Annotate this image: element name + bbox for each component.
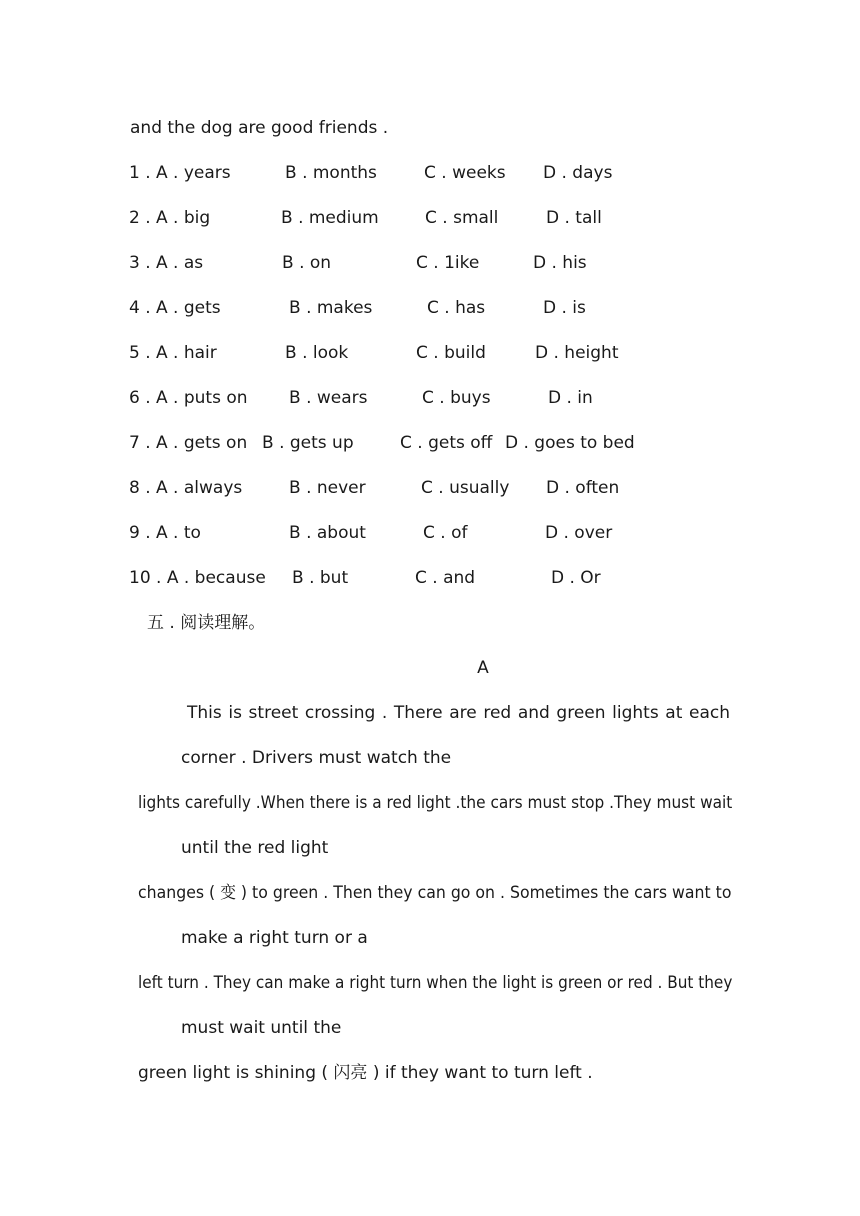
- option-b: B . look: [285, 343, 349, 363]
- option-b: B . wears: [289, 388, 368, 408]
- option-b: B . gets up: [262, 433, 354, 453]
- passage-line: left turn . They can make a right turn when the light is green or red . But they: [138, 973, 733, 993]
- option-c: C . weeks: [424, 163, 506, 183]
- option-d: D . often: [546, 478, 620, 498]
- option-d: D . is: [543, 298, 586, 318]
- option-d: D . days: [543, 163, 613, 183]
- option-d: D . in: [548, 388, 593, 408]
- passage-line: green light is shining ( 闪亮 ) if they want to turn left .: [138, 1063, 593, 1083]
- section-title: 五 . 阅读理解。: [147, 613, 266, 633]
- option-a: 5 . A . hair: [129, 343, 217, 363]
- option-a: 9 . A . to: [129, 523, 201, 543]
- option-c: C . gets off: [400, 433, 493, 453]
- option-c: C . 1ike: [416, 253, 480, 273]
- passage-line: corner . Drivers must watch the: [181, 748, 452, 768]
- passage-line: This is street crossing . There are red and green lights at each: [187, 703, 730, 723]
- passage-label: A: [477, 658, 489, 678]
- option-a: 10 . A . because: [129, 568, 266, 588]
- option-d: D . Or: [551, 568, 601, 588]
- option-a: 4 . A . gets: [129, 298, 221, 318]
- passage-line: must wait until the: [181, 1018, 342, 1038]
- option-c: C . small: [425, 208, 499, 228]
- option-a: 6 . A . puts on: [129, 388, 248, 408]
- option-a: 8 . A . always: [129, 478, 243, 498]
- passage-line: make a right turn or a: [181, 928, 368, 948]
- option-a: 3 . A . as: [129, 253, 204, 273]
- option-a: 7 . A . gets on: [129, 433, 248, 453]
- option-c: C . build: [416, 343, 486, 363]
- option-b: B . makes: [289, 298, 373, 318]
- option-a: 1 . A . years: [129, 163, 231, 183]
- option-b: B . never: [289, 478, 366, 498]
- passage-line: until the red light: [181, 838, 329, 858]
- option-c: C . of: [423, 523, 468, 543]
- intro-line: and the dog are good friends .: [130, 118, 389, 138]
- option-d: D . over: [545, 523, 613, 543]
- option-a: 2 . A . big: [129, 208, 211, 228]
- passage-line: changes ( 变 ) to green . Then they can go on . Sometimes the cars want to: [138, 883, 732, 903]
- option-c: C . has: [427, 298, 486, 318]
- option-c: C . usually: [421, 478, 510, 498]
- option-d: D . height: [535, 343, 619, 363]
- option-d: D . tall: [546, 208, 602, 228]
- option-d: D . his: [533, 253, 587, 273]
- option-b: B . about: [289, 523, 366, 543]
- option-c: C . buys: [422, 388, 491, 408]
- passage-line: lights carefully .When there is a red light .the cars must stop .They must wait: [138, 793, 733, 813]
- option-b: B . months: [285, 163, 377, 183]
- option-d: D . goes to bed: [505, 433, 635, 453]
- option-b: B . on: [282, 253, 332, 273]
- option-b: B . medium: [281, 208, 379, 228]
- option-b: B . but: [292, 568, 349, 588]
- option-c: C . and: [415, 568, 476, 588]
